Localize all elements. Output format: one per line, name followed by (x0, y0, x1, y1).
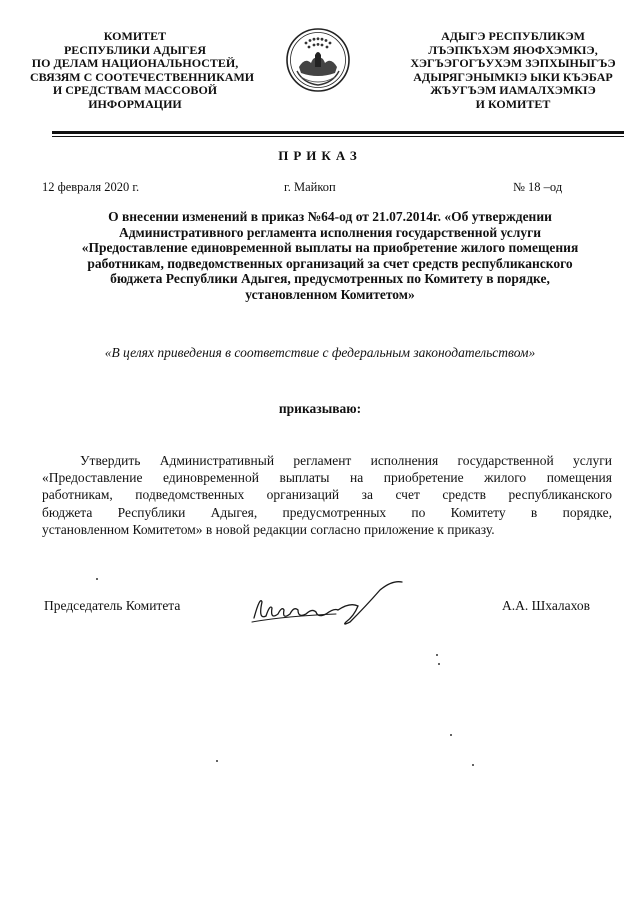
body-line: установленном Комитетом» в новой редакции согласно приложение к приказу. (42, 521, 495, 537)
scan-speck (216, 760, 218, 762)
signer-name: А.А. Шхалахов (502, 598, 591, 613)
scan-speck (436, 654, 438, 656)
header-right-line: АДЫГЭ РЕСПУБЛИКЭМ (441, 29, 585, 43)
scan-speck (450, 734, 452, 736)
header-right-line: ЛЪЭПКЪХЭМ ЯЮФХЭМКIЭ, (428, 42, 598, 57)
subject-line: О внесении изменений в приказ №64-од от 21.07.2014г. «Об утверждении (108, 209, 552, 224)
header-right-line: АДЫРЯГЭНЫМКIЭ ЫКИ КЪЭБАР (413, 69, 613, 84)
header-right-line: ХЭГЪЭГОГЪУХЭМ ЗЭПХЫНЫГЪЭ (410, 56, 616, 70)
order-preamble: «В целях приведения в соответствие с федеральным законодательством» (104, 345, 536, 360)
header-right-line: ЖЪУГЪЭМ ИАМАЛХЭМКIЭ (430, 83, 596, 97)
header-left-line: ИНФОРМАЦИИ (88, 96, 182, 111)
scan-speck (472, 764, 474, 766)
order-verb: приказываю: (278, 401, 362, 416)
header-left-block (30, 29, 255, 111)
body-line: работникам, подведомственных организаций за счет средств республиканского (42, 487, 612, 503)
header-left-line: ПО ДЕЛАМ НАЦИОНАЛЬНОСТЕЙ, (31, 56, 239, 70)
order-body (42, 452, 612, 538)
header-right-line: И КОМИТЕТ (475, 96, 551, 111)
header-divider-thick (52, 131, 624, 134)
scan-speck (96, 578, 98, 580)
order-city: г. Майкоп (284, 180, 336, 194)
order-title: ПРИКАЗ (278, 148, 362, 163)
header-left-line: И СРЕДСТВАМ МАССОВОЙ (52, 83, 218, 97)
subject-line: Административного регламента исполнения государственной услуги (118, 224, 542, 240)
subject-line: работникам, подведомственных организаций за счет средств республиканского (87, 255, 573, 271)
subject-line: бюджета Республики Адыгея, предусмотренных по Комитету в порядке, (110, 271, 550, 287)
republic-of-adygea-coat-of-arms-icon (285, 27, 351, 93)
body-line: Утвердить Административный регламент исполнения государственной услуги (80, 453, 612, 468)
handwritten-signature (246, 576, 416, 636)
header-left-line: РЕСПУБЛИКИ АДЫГЕЯ (63, 42, 207, 57)
body-line: «Предоставление единовременной выплаты на приобретение жилого помещения (42, 470, 612, 486)
header-left-line: СВЯЗЯМ С СООТЕЧЕСТВЕННИКАМИ (30, 69, 255, 84)
subject-line: «Предоставление единовременной выплаты на приобретение жилого помещения (81, 240, 579, 256)
order-number: № 18 –од (513, 180, 563, 194)
header-divider-thin (52, 136, 624, 137)
signer-title: Председатель Комитета (44, 598, 181, 613)
scan-speck (438, 663, 440, 665)
body-line: бюджета Республики Адыгея, предусмотренных по Комитету в порядке, (42, 504, 612, 520)
order-subject (60, 209, 600, 303)
subject-line: установленном Комитетом» (245, 286, 415, 302)
header-right-block (402, 30, 624, 111)
order-date: 12 февраля 2020 г. (42, 180, 140, 194)
header-left-line: КОМИТЕТ (103, 29, 167, 43)
